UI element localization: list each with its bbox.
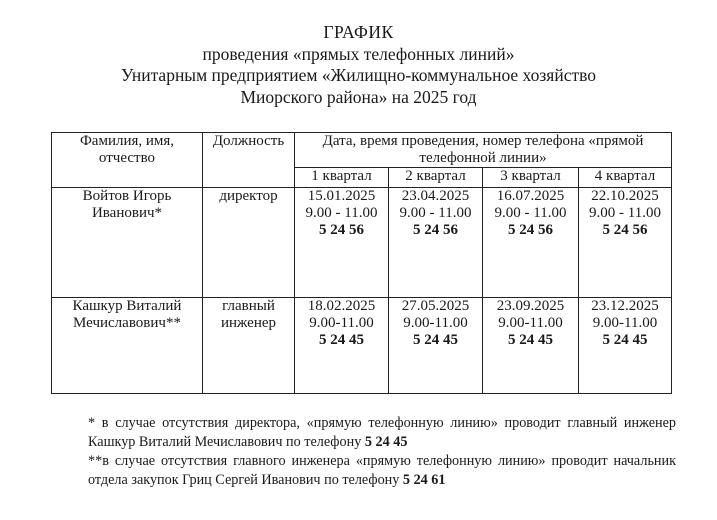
person-position: директор xyxy=(203,188,295,298)
session-phone: 5 24 56 xyxy=(413,222,458,238)
footnote-director-text: * в случае отсутствия директора, «прямую телефонную линию» проводит главный инженер Кашкур Виталий Мечиславович по телефону xyxy=(88,415,676,450)
table-row xyxy=(52,188,672,298)
session-time: 9.00 - 11.00 xyxy=(305,205,378,221)
quarter-header: 1 квартал xyxy=(295,168,389,188)
session-date: 23.09.2025 xyxy=(496,298,565,314)
session-cell xyxy=(389,188,483,298)
footnote-director-phone: 5 24 45 xyxy=(364,434,408,450)
session-date: 27.05.2025 xyxy=(401,298,470,314)
footnotes xyxy=(88,414,676,490)
header-line-2: Унитарным предприятием «Жилищно-коммунальное хозяйство xyxy=(120,65,597,85)
session-phone: 5 24 45 xyxy=(508,332,553,348)
session-cell xyxy=(295,188,389,298)
header-line-3: Миорского района» на 2025 год xyxy=(240,86,477,107)
footnote-engineer xyxy=(88,452,676,490)
schedule-table xyxy=(51,132,672,394)
session-date: 15.01.2025 xyxy=(307,188,376,204)
footnote-engineer-text: **в случае отсутствия главного инженера «прямую телефонную линию» проводит начальник отдела закупок Гриц Сергей Иванович по телефону xyxy=(88,453,676,488)
column-header-date: Дата, время проведения, номер телефона «прямой телефонной линии» xyxy=(295,133,672,168)
session-time: 9.00-11.00 xyxy=(592,315,658,331)
footnote-engineer-phone: 5 24 61 xyxy=(402,472,446,488)
person-position: главный инженер xyxy=(203,298,295,394)
session-time: 9.00 - 11.00 xyxy=(589,205,661,221)
session-time: 9.00 - 11.00 xyxy=(399,205,472,221)
person-name: Кашкур Виталий Мечиславович** xyxy=(52,298,203,394)
session-cell xyxy=(579,188,672,298)
table-row xyxy=(52,298,672,394)
session-time: 9.00-11.00 xyxy=(309,315,374,331)
column-header-position: Должность xyxy=(203,133,295,188)
quarter-header: 4 квартал xyxy=(579,168,672,188)
document-header xyxy=(0,22,717,108)
session-cell xyxy=(295,298,389,394)
table-header-row xyxy=(52,133,672,168)
session-time: 9.00 - 11.00 xyxy=(494,205,567,221)
session-time: 9.00-11.00 xyxy=(403,315,468,331)
column-header-name: Фамилия, имя, отчество xyxy=(52,133,203,188)
session-phone: 5 24 45 xyxy=(319,332,364,348)
session-time: 9.00-11.00 xyxy=(498,315,563,331)
session-cell xyxy=(389,298,483,394)
header-line-1: проведения «прямых телефонных линий» xyxy=(202,43,515,64)
session-cell xyxy=(483,188,579,298)
document-title: ГРАФИК xyxy=(323,22,394,42)
session-phone: 5 24 56 xyxy=(319,222,364,238)
person-name: Войтов Игорь Иванович* xyxy=(52,188,203,298)
session-date: 16.07.2025 xyxy=(496,188,565,204)
session-date: 18.02.2025 xyxy=(307,298,376,314)
session-date: 23.12.2025 xyxy=(591,298,659,314)
footnote-director xyxy=(88,414,676,452)
session-date: 23.04.2025 xyxy=(401,188,470,204)
session-date: 22.10.2025 xyxy=(591,188,659,204)
session-phone: 5 24 45 xyxy=(602,332,648,348)
session-cell xyxy=(483,298,579,394)
session-phone: 5 24 45 xyxy=(413,332,458,348)
session-phone: 5 24 56 xyxy=(602,222,648,238)
quarter-header: 3 квартал xyxy=(483,168,579,188)
session-cell xyxy=(579,298,672,394)
quarter-header: 2 квартал xyxy=(389,168,483,188)
session-phone: 5 24 56 xyxy=(508,222,553,238)
